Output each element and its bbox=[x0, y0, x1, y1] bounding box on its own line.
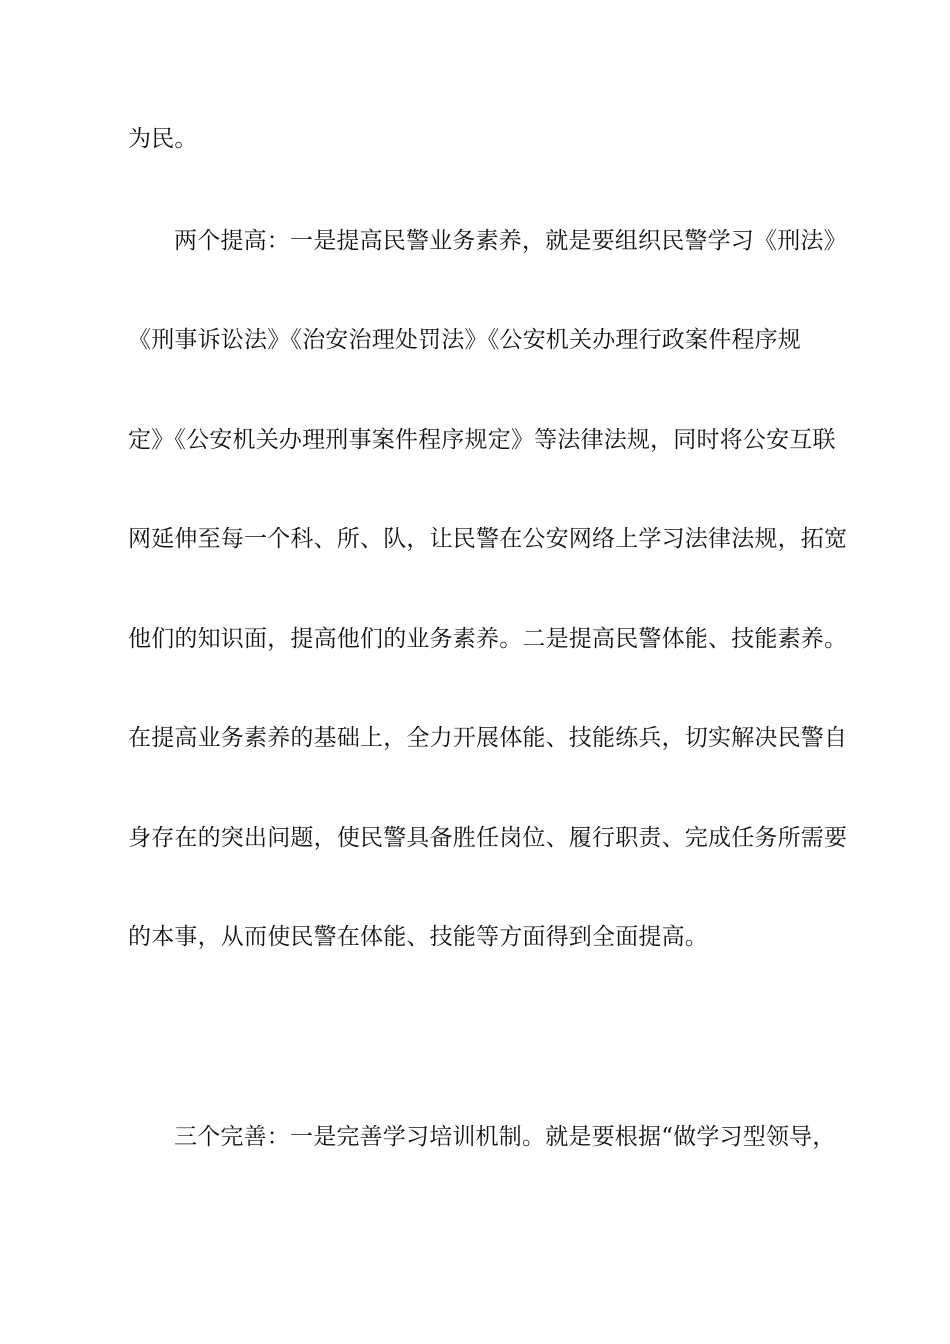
text-line: 《刑事诉讼法》《治安治理处罚法》《公安机关办理行政案件程序规 bbox=[128, 327, 801, 353]
paragraph-start-line: 两个提高：一是提高民警业务素养，就是要组织民警学习《刑法》 bbox=[174, 228, 847, 254]
text-line: 网延伸至每一个科、所、队，让民警在公安网络上学习法律法规，拓宽 bbox=[128, 526, 848, 552]
text-line: 的本事，从而使民警在体能、技能等方面得到全面提高。 bbox=[128, 924, 708, 950]
text-line: 他们的知识面，提高他们的业务素养。二是提高民警体能、技能素养。 bbox=[128, 626, 848, 652]
text-line: 为民。 bbox=[128, 126, 198, 152]
text-line: 在提高业务素养的基础上，全力开展体能、技能练兵，切实解决民警自 bbox=[128, 725, 848, 751]
text-line: 身存在的突出问题，使民警具备胜任岗位、履行职责、完成任务所需要 bbox=[128, 825, 848, 851]
paragraph-start-line: 三个完善：一是完善学习培训机制。就是要根据“做学习型领导， bbox=[174, 1124, 836, 1150]
text-line: 定》《公安机关办理刑事案件程序规定》等法律法规，同时将公安互联 bbox=[128, 427, 836, 453]
